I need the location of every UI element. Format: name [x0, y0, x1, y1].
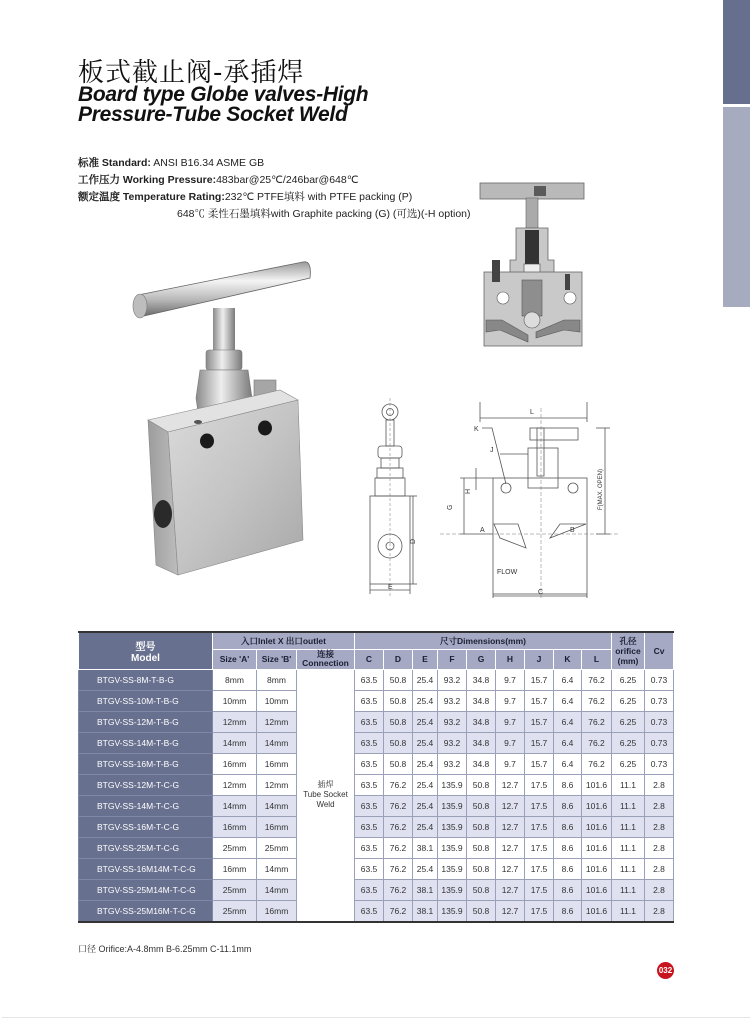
value-cell-h: 12.7	[496, 795, 525, 816]
value-cell-h: 12.7	[496, 774, 525, 795]
value-cell-h: 9.7	[496, 753, 525, 774]
value-cell-orifice: 11.1	[612, 879, 645, 900]
value-cell-g: 34.8	[467, 732, 496, 753]
value-cell-orifice: 11.1	[612, 900, 645, 922]
value-cell-g: 50.8	[467, 816, 496, 837]
size-b-cell: 14mm	[257, 858, 297, 879]
dim-label-j: J	[490, 447, 494, 454]
value-cell-l: 101.6	[582, 858, 612, 879]
size-b-cell: 14mm	[257, 732, 297, 753]
specification-table	[78, 631, 674, 923]
value-cell-e: 25.4	[413, 816, 438, 837]
value-cell-f: 135.9	[438, 858, 467, 879]
model-cell: BTGV-SS-14M-T-B-G	[79, 732, 213, 753]
table-row	[79, 837, 674, 858]
value-cell-e: 25.4	[413, 732, 438, 753]
value-cell-h: 9.7	[496, 690, 525, 711]
size-b-cell: 14mm	[257, 879, 297, 900]
dim-label-d: D	[410, 538, 417, 544]
value-cell-j: 15.7	[525, 732, 554, 753]
dim-header-c: C	[355, 649, 384, 669]
model-cell: BTGV-SS-8M-T-B-G	[79, 669, 213, 690]
value-cell-cv: 0.73	[645, 690, 674, 711]
value-cell-e: 25.4	[413, 690, 438, 711]
value-cell-d: 76.2	[384, 879, 413, 900]
dim-label-f: F(MAX. OPEN)	[598, 468, 604, 510]
value-cell-orifice: 11.1	[612, 837, 645, 858]
value-cell-g: 34.8	[467, 669, 496, 690]
value-cell-e: 25.4	[413, 795, 438, 816]
dim-label-e: E	[388, 584, 393, 591]
value-cell-j: 17.5	[525, 816, 554, 837]
size-b-header: Size 'B'	[257, 649, 297, 669]
value-cell-h: 12.7	[496, 837, 525, 858]
table-row	[79, 816, 674, 837]
value-cell-j: 17.5	[525, 879, 554, 900]
spec-temperature: 额定温度 Temperature Rating:232℃ PTFE填料 with PTFE packing (P)	[78, 191, 413, 203]
size-a-cell: 25mm	[213, 837, 257, 858]
size-a-cell: 12mm	[213, 711, 257, 732]
dimensions-header: 尺寸Dimensions(mm)	[355, 632, 612, 649]
model-cell: BTGV-SS-10M-T-B-G	[79, 690, 213, 711]
value-cell-l: 101.6	[582, 774, 612, 795]
dim-header-g: G	[467, 649, 496, 669]
value-cell-h: 12.7	[496, 879, 525, 900]
size-b-cell: 8mm	[257, 669, 297, 690]
value-cell-orifice: 11.1	[612, 795, 645, 816]
size-a-cell: 25mm	[213, 900, 257, 922]
value-cell-f: 93.2	[438, 732, 467, 753]
value-cell-e: 38.1	[413, 837, 438, 858]
value-cell-d: 50.8	[384, 753, 413, 774]
value-cell-cv: 2.8	[645, 879, 674, 900]
valve-cross-section	[478, 180, 588, 350]
orifice-header: 孔径 orifice (mm)	[612, 632, 645, 669]
value-cell-k: 6.4	[554, 690, 582, 711]
value-cell-k: 8.6	[554, 837, 582, 858]
value-cell-d: 76.2	[384, 816, 413, 837]
value-cell-k: 8.6	[554, 795, 582, 816]
dim-header-h: H	[496, 649, 525, 669]
value-cell-cv: 0.73	[645, 753, 674, 774]
model-cell: BTGV-SS-14M-T-C-G	[79, 795, 213, 816]
value-cell-orifice: 6.25	[612, 711, 645, 732]
value-cell-k: 6.4	[554, 669, 582, 690]
cv-header: Cv	[645, 632, 674, 669]
model-cell: BTGV-SS-12M-T-C-G	[79, 774, 213, 795]
value-cell-cv: 2.8	[645, 816, 674, 837]
dim-header-l: L	[582, 649, 612, 669]
value-cell-c: 63.5	[355, 900, 384, 922]
value-cell-k: 6.4	[554, 711, 582, 732]
value-cell-cv: 2.8	[645, 795, 674, 816]
table-row	[79, 879, 674, 900]
table-row	[79, 669, 674, 690]
table-row	[79, 774, 674, 795]
value-cell-g: 50.8	[467, 837, 496, 858]
dim-header-f: F	[438, 649, 467, 669]
value-cell-h: 12.7	[496, 858, 525, 879]
model-header: 型号 Model	[79, 632, 213, 669]
table-row	[79, 732, 674, 753]
value-cell-l: 76.2	[582, 753, 612, 774]
value-cell-f: 135.9	[438, 837, 467, 858]
value-cell-g: 50.8	[467, 858, 496, 879]
side-view-drawing	[355, 398, 425, 598]
model-cell: BTGV-SS-25M-T-C-G	[79, 837, 213, 858]
size-b-cell: 14mm	[257, 795, 297, 816]
value-cell-cv: 0.73	[645, 711, 674, 732]
value-cell-f: 135.9	[438, 816, 467, 837]
value-cell-l: 76.2	[582, 669, 612, 690]
table-row	[79, 753, 674, 774]
value-cell-l: 101.6	[582, 816, 612, 837]
value-cell-k: 6.4	[554, 753, 582, 774]
spec-temperature-graphite: 648℃ 柔性石墨填料with Graphite packing (G) (可选)(-H option)	[177, 208, 471, 220]
value-cell-orifice: 11.1	[612, 774, 645, 795]
value-cell-k: 8.6	[554, 879, 582, 900]
value-cell-cv: 0.73	[645, 732, 674, 753]
value-cell-d: 76.2	[384, 858, 413, 879]
dim-header-j: J	[525, 649, 554, 669]
size-a-cell: 25mm	[213, 879, 257, 900]
spec-pressure: 工作压力 Working Pressure:483bar@25℃/246bar@648℃	[78, 174, 359, 186]
value-cell-k: 8.6	[554, 816, 582, 837]
value-cell-orifice: 11.1	[612, 816, 645, 837]
value-cell-d: 76.2	[384, 795, 413, 816]
dim-label-k: K	[474, 426, 479, 433]
spec-standard: 标准 Standard: ANSI B16.34 ASME GB	[78, 157, 265, 169]
value-cell-orifice: 6.25	[612, 732, 645, 753]
value-cell-j: 15.7	[525, 690, 554, 711]
size-b-cell: 12mm	[257, 711, 297, 732]
value-cell-g: 50.8	[467, 900, 496, 922]
value-cell-l: 76.2	[582, 732, 612, 753]
value-cell-g: 50.8	[467, 879, 496, 900]
size-a-cell: 16mm	[213, 753, 257, 774]
value-cell-j: 17.5	[525, 774, 554, 795]
value-cell-k: 8.6	[554, 858, 582, 879]
valve-photo	[128, 250, 318, 600]
value-cell-c: 63.5	[355, 690, 384, 711]
value-cell-j: 15.7	[525, 753, 554, 774]
value-cell-l: 101.6	[582, 837, 612, 858]
value-cell-l: 76.2	[582, 711, 612, 732]
model-cell: BTGV-SS-16M-T-B-G	[79, 753, 213, 774]
size-b-cell: 10mm	[257, 690, 297, 711]
value-cell-j: 15.7	[525, 669, 554, 690]
model-cell: BTGV-SS-16M-T-C-G	[79, 816, 213, 837]
value-cell-l: 101.6	[582, 900, 612, 922]
value-cell-f: 93.2	[438, 690, 467, 711]
value-cell-orifice: 11.1	[612, 858, 645, 879]
value-cell-g: 50.8	[467, 774, 496, 795]
size-a-cell: 14mm	[213, 795, 257, 816]
connection-header: 连接 Connection	[297, 649, 355, 669]
value-cell-d: 76.2	[384, 837, 413, 858]
value-cell-h: 9.7	[496, 732, 525, 753]
value-cell-f: 135.9	[438, 879, 467, 900]
table-row	[79, 858, 674, 879]
value-cell-c: 63.5	[355, 711, 384, 732]
value-cell-c: 63.5	[355, 879, 384, 900]
inlet-outlet-header: 入口Inlet X 出口outlet	[213, 632, 355, 649]
dim-header-d: D	[384, 649, 413, 669]
size-b-cell: 16mm	[257, 753, 297, 774]
value-cell-cv: 0.73	[645, 669, 674, 690]
dim-label-a: A	[480, 527, 485, 534]
value-cell-e: 38.1	[413, 879, 438, 900]
table-row	[79, 711, 674, 732]
value-cell-e: 25.4	[413, 858, 438, 879]
value-cell-f: 135.9	[438, 900, 467, 922]
size-a-cell: 10mm	[213, 690, 257, 711]
page-number-badge: 032	[657, 962, 674, 979]
value-cell-k: 8.6	[554, 900, 582, 922]
connection-cell: 插焊 Tube Socket Weld	[297, 669, 355, 922]
value-cell-c: 63.5	[355, 816, 384, 837]
size-a-header: Size 'A'	[213, 649, 257, 669]
dim-header-e: E	[413, 649, 438, 669]
table-row	[79, 795, 674, 816]
value-cell-e: 25.4	[413, 669, 438, 690]
value-cell-d: 50.8	[384, 669, 413, 690]
model-cell: BTGV-SS-25M14M-T-C-G	[79, 879, 213, 900]
value-cell-k: 8.6	[554, 774, 582, 795]
value-cell-g: 34.8	[467, 753, 496, 774]
model-cell: BTGV-SS-12M-T-B-G	[79, 711, 213, 732]
value-cell-g: 34.8	[467, 690, 496, 711]
value-cell-orifice: 6.25	[612, 690, 645, 711]
value-cell-cv: 2.8	[645, 858, 674, 879]
value-cell-c: 63.5	[355, 669, 384, 690]
table-row	[79, 690, 674, 711]
value-cell-f: 93.2	[438, 753, 467, 774]
size-a-cell: 16mm	[213, 816, 257, 837]
model-cell: BTGV-SS-25M16M-T-C-G	[79, 900, 213, 922]
front-view-drawing	[440, 398, 620, 598]
value-cell-d: 76.2	[384, 900, 413, 922]
dim-label-c: C	[538, 589, 544, 596]
value-cell-c: 63.5	[355, 795, 384, 816]
value-cell-c: 63.5	[355, 774, 384, 795]
size-b-cell: 12mm	[257, 774, 297, 795]
value-cell-cv: 2.8	[645, 900, 674, 922]
size-a-cell: 8mm	[213, 669, 257, 690]
value-cell-c: 63.5	[355, 753, 384, 774]
dim-label-g: G	[447, 504, 454, 510]
value-cell-f: 93.2	[438, 711, 467, 732]
value-cell-l: 101.6	[582, 795, 612, 816]
value-cell-cv: 2.8	[645, 837, 674, 858]
value-cell-d: 76.2	[384, 774, 413, 795]
value-cell-d: 50.8	[384, 711, 413, 732]
title-english-line-2: Pressure-Tube Socket Weld	[78, 103, 348, 126]
value-cell-d: 50.8	[384, 690, 413, 711]
specifications	[78, 155, 471, 223]
title-chinese: 板式截止阀-承插焊	[78, 58, 305, 88]
value-cell-h: 12.7	[496, 816, 525, 837]
side-tab-light	[723, 107, 750, 307]
value-cell-k: 6.4	[554, 732, 582, 753]
value-cell-orifice: 6.25	[612, 669, 645, 690]
value-cell-j: 17.5	[525, 795, 554, 816]
dim-label-b: B	[570, 527, 575, 534]
value-cell-e: 25.4	[413, 753, 438, 774]
side-tab-dark	[723, 0, 750, 104]
value-cell-h: 12.7	[496, 900, 525, 922]
size-b-cell: 16mm	[257, 900, 297, 922]
value-cell-c: 63.5	[355, 732, 384, 753]
value-cell-h: 9.7	[496, 711, 525, 732]
value-cell-l: 101.6	[582, 879, 612, 900]
value-cell-j: 17.5	[525, 837, 554, 858]
stem	[213, 308, 235, 354]
value-cell-d: 50.8	[384, 732, 413, 753]
value-cell-e: 25.4	[413, 711, 438, 732]
size-a-cell: 14mm	[213, 732, 257, 753]
value-cell-e: 38.1	[413, 900, 438, 922]
value-cell-f: 93.2	[438, 669, 467, 690]
value-cell-f: 135.9	[438, 774, 467, 795]
value-cell-e: 25.4	[413, 774, 438, 795]
value-cell-j: 15.7	[525, 711, 554, 732]
orifice-note: 口径 Orifice:A-4.8mm B-6.25mm C-11.1mm	[78, 944, 252, 954]
value-cell-h: 9.7	[496, 669, 525, 690]
value-cell-c: 63.5	[355, 858, 384, 879]
size-b-cell: 25mm	[257, 837, 297, 858]
dim-label-h: H	[465, 488, 472, 494]
value-cell-g: 50.8	[467, 795, 496, 816]
valve-body	[148, 390, 303, 575]
value-cell-j: 17.5	[525, 858, 554, 879]
value-cell-g: 34.8	[467, 711, 496, 732]
dim-header-k: K	[554, 649, 582, 669]
size-a-cell: 12mm	[213, 774, 257, 795]
value-cell-f: 135.9	[438, 795, 467, 816]
value-cell-orifice: 6.25	[612, 753, 645, 774]
model-cell: BTGV-SS-16M14M-T-C-G	[79, 858, 213, 879]
title-english-line-1: Board type Globe valves-High	[78, 83, 369, 106]
dim-label-l: L	[530, 409, 534, 416]
value-cell-l: 76.2	[582, 690, 612, 711]
size-a-cell: 16mm	[213, 858, 257, 879]
flow-label: FLOW	[497, 569, 518, 576]
title-english	[78, 85, 368, 125]
value-cell-cv: 2.8	[645, 774, 674, 795]
table-row	[79, 900, 674, 922]
value-cell-c: 63.5	[355, 837, 384, 858]
size-b-cell: 16mm	[257, 816, 297, 837]
value-cell-j: 17.5	[525, 900, 554, 922]
